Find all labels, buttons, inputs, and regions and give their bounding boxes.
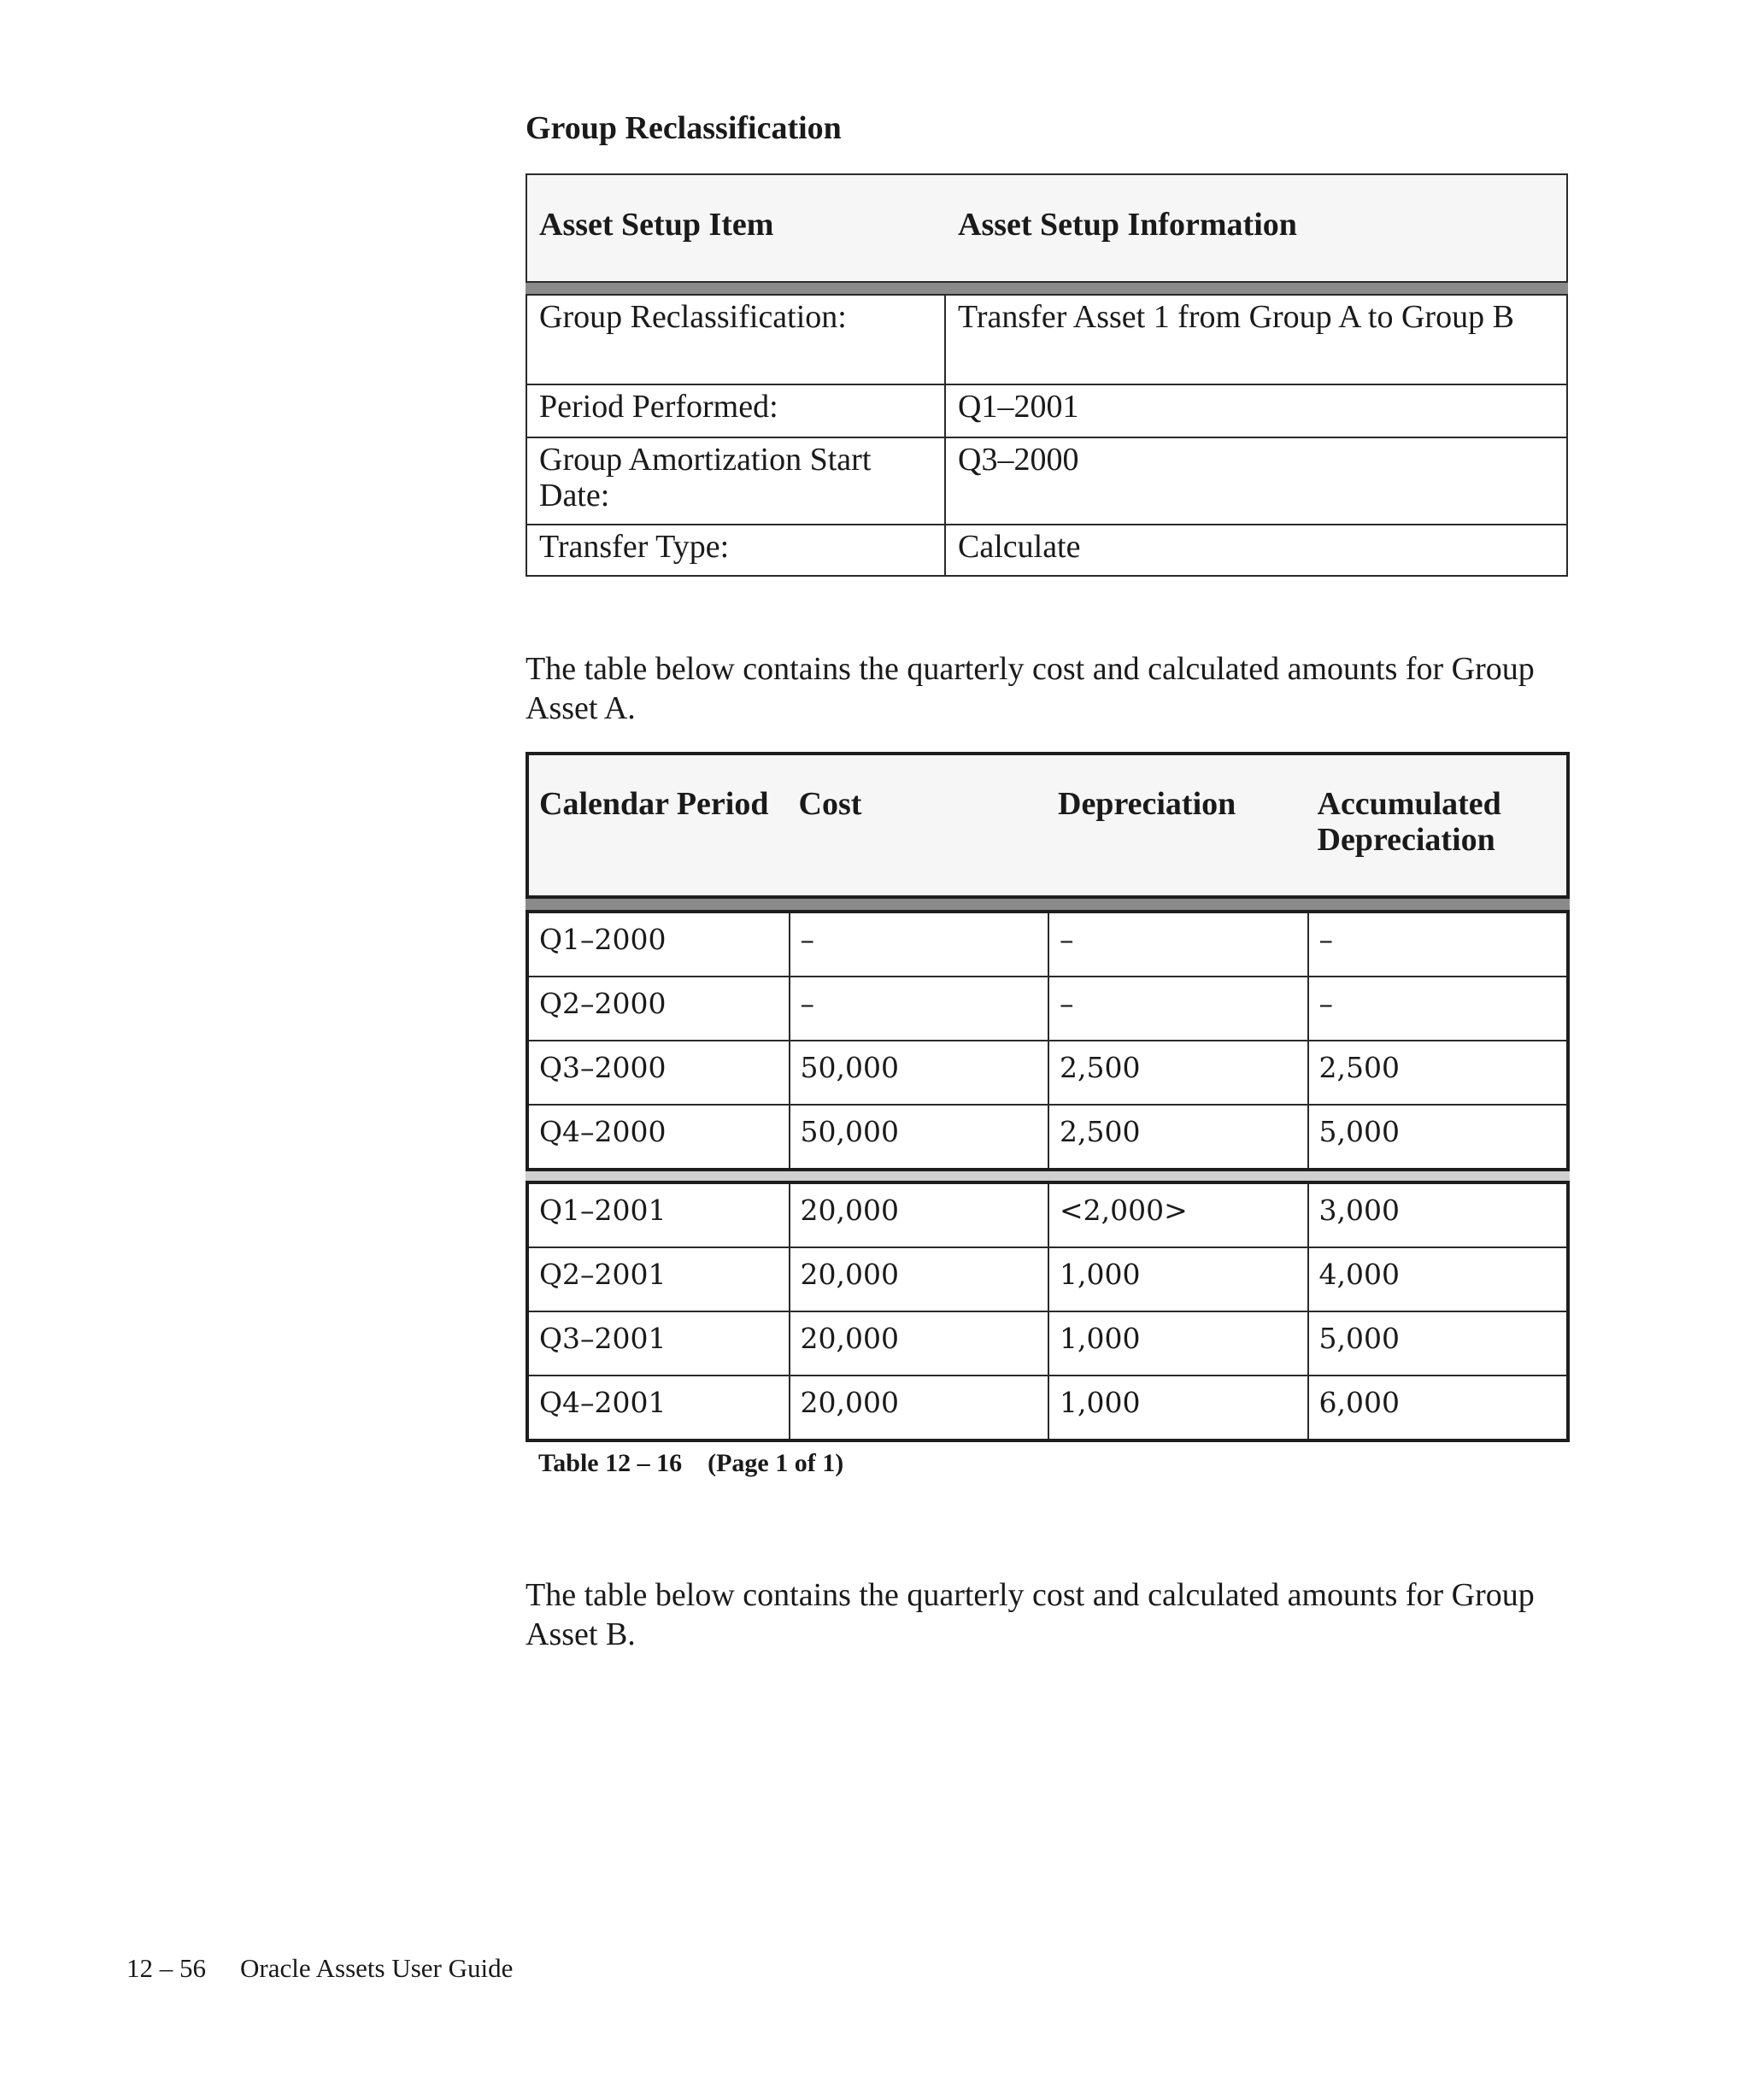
setup-table-body <box>526 294 1568 577</box>
cost-cell: 20,000 <box>789 1376 1048 1439</box>
depreciation-cell: – <box>1048 977 1307 1040</box>
period-cell: Q3–2000 <box>539 1051 667 1084</box>
rows-2000-block <box>526 910 1570 1171</box>
table-page-label: (Page 1 of 1) <box>708 1449 844 1477</box>
page-footer <box>126 1953 513 1984</box>
accumulated-cell: 6,000 <box>1307 1376 1567 1439</box>
group-a-intro-paragraph: The table below contains the quarterly cost and calculated amounts for Group Asset A. <box>526 651 1535 726</box>
table-row <box>529 976 1566 1040</box>
table-number-label: Table 12 – 16 <box>538 1449 683 1477</box>
accumulated-cell: 3,000 <box>1307 1184 1567 1247</box>
setup-info-cell: Calculate <box>958 529 1081 565</box>
accumulated-cell: – <box>1307 913 1567 976</box>
accumulated-cell: 2,500 <box>1307 1041 1567 1104</box>
cost-cell: 20,000 <box>789 1248 1048 1311</box>
header-depreciation: Depreciation <box>1058 786 1236 822</box>
accumulated-cell: 5,000 <box>1307 1106 1567 1168</box>
setup-info-cell: Q1–2001 <box>958 389 1079 425</box>
depreciation-cell: 1,000 <box>1048 1248 1307 1311</box>
table-row <box>527 384 1566 437</box>
period-cell: Q2–2000 <box>539 987 667 1020</box>
rows-2001-block <box>526 1181 1570 1442</box>
header-separator <box>526 283 1568 294</box>
cost-cell: 50,000 <box>789 1041 1048 1104</box>
setup-item-cell: Transfer Type: <box>527 525 946 575</box>
cost-cell: – <box>789 913 1048 976</box>
header-separator <box>526 899 1570 910</box>
table-row <box>529 1375 1566 1439</box>
depreciation-cell: 1,000 <box>1048 1312 1307 1375</box>
header-asset-setup-information: Asset Setup Information <box>958 207 1297 243</box>
depreciation-cell: 2,500 <box>1048 1041 1307 1104</box>
setup-table-header <box>526 173 1568 283</box>
period-cell: Q3–2001 <box>539 1322 667 1355</box>
period-cell: Q4–2000 <box>539 1115 667 1148</box>
period-cell: Q2–2001 <box>539 1258 667 1291</box>
period-cell: Q1–2000 <box>539 923 667 956</box>
group-table-header <box>526 752 1570 899</box>
cost-cell: – <box>789 977 1048 1040</box>
period-cell: Q4–2001 <box>539 1386 667 1419</box>
table-row <box>527 437 1566 524</box>
table-row <box>529 1104 1566 1168</box>
depreciation-cell: 1,000 <box>1048 1376 1307 1439</box>
group-b-intro-paragraph: The table below contains the quarterly cost and calculated amounts for Group Asset B. <box>526 1577 1535 1652</box>
accumulated-cell: – <box>1307 977 1567 1040</box>
cost-cell: 20,000 <box>789 1312 1048 1375</box>
accumulated-cell: 4,000 <box>1307 1248 1567 1311</box>
table-row <box>529 1040 1566 1104</box>
year-separator <box>526 1171 1570 1181</box>
setup-info-cell: Q3–2000 <box>958 442 1079 478</box>
page-number: 12 – 56 <box>126 1953 206 1983</box>
table-row <box>527 296 1566 384</box>
section-title: Group Reclassification <box>526 110 842 146</box>
group-asset-a-table <box>526 752 1570 1442</box>
setup-item-cell: Period Performed: <box>527 385 946 437</box>
table-row <box>529 1247 1566 1311</box>
table-caption <box>538 1449 843 1478</box>
depreciation-cell: – <box>1048 913 1307 976</box>
header-calendar-period: Calendar Period <box>539 786 769 822</box>
period-cell: Q1–2001 <box>539 1194 667 1227</box>
table-row <box>529 1184 1566 1247</box>
cost-cell: 50,000 <box>789 1106 1048 1168</box>
setup-item-cell: Group Reclassification: <box>527 296 946 384</box>
asset-setup-table <box>526 173 1568 577</box>
accumulated-cell: 5,000 <box>1307 1312 1567 1375</box>
header-asset-setup-item: Asset Setup Item <box>539 207 774 243</box>
table-row <box>527 524 1566 575</box>
setup-info-cell: Transfer Asset 1 from Group A to Group B <box>958 299 1514 335</box>
header-accumulated-depreciation: Accumulated Depreciation <box>1317 786 1501 858</box>
table-row <box>529 1311 1566 1375</box>
book-title: Oracle Assets User Guide <box>240 1953 514 1983</box>
depreciation-cell: 2,500 <box>1048 1106 1307 1168</box>
header-cost: Cost <box>798 786 862 822</box>
setup-item-cell: Group Amortization Start Date: <box>527 438 946 524</box>
cost-cell: 20,000 <box>789 1184 1048 1247</box>
table-row <box>529 913 1566 976</box>
depreciation-cell: <2,000> <box>1048 1184 1307 1247</box>
